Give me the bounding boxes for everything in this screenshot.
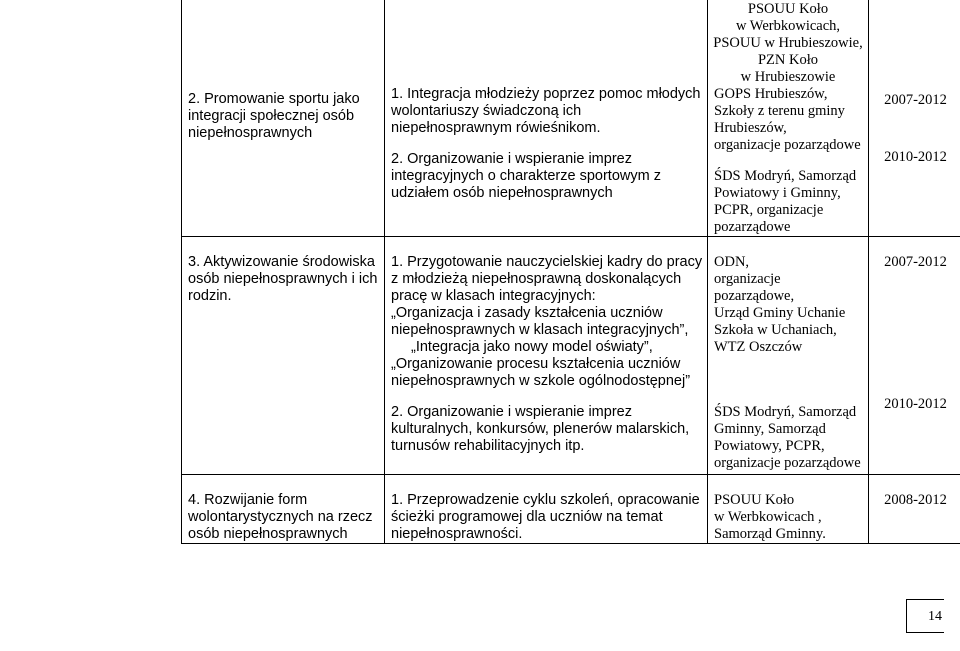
tasks-cell bbox=[385, 237, 708, 475]
years-cell bbox=[869, 237, 960, 475]
partner-line: Urząd Gminy Uchanie bbox=[714, 305, 846, 321]
table-row bbox=[182, 0, 960, 237]
partner-line: ŚDS Modryń, Samorząd bbox=[714, 404, 857, 420]
task-text: „Organizowanie procesu kształcenia uczniów niepełnosprawnych w szkole ogólnodostępnej” bbox=[391, 356, 691, 389]
year-range: 2010-2012 bbox=[884, 396, 947, 412]
task-text: 2. Organizowanie i wspieranie imprez kulturalnych, konkursów, plenerów malarskich, turnusów rehabilitacyjnych itp. bbox=[391, 404, 690, 454]
task-text: 1. Integracja młodzieży poprzez pomoc młodych wolontariuszy świadczoną ich niepełnosprawnym rówieśnikom. bbox=[391, 86, 701, 136]
year-range: 2008-2012 bbox=[884, 492, 947, 508]
partner-line: organizacje pozarządowe bbox=[714, 137, 861, 153]
goal-text: 3. Aktywizowanie środowiska osób niepełnosprawnych i ich rodzin. bbox=[188, 254, 378, 304]
task-text: 1. Przeprowadzenie cyklu szkoleń, opracowanie ścieżki programowej dla uczniów na temat niepełnosprawności. bbox=[391, 492, 700, 542]
partner-line: w Werbkowicach, bbox=[735, 18, 841, 34]
partner-line: PSOUU Koło bbox=[747, 1, 829, 17]
partner-line: ODN, bbox=[714, 254, 750, 270]
partner-line: ŚDS Modryń, Samorząd bbox=[714, 168, 857, 184]
goal-text: 2. Promowanie sportu jako integracji społecznej osób niepełnosprawnych bbox=[188, 91, 360, 141]
year-range: 2007-2012 bbox=[884, 92, 947, 108]
partner-line: WTZ Oszczów bbox=[714, 339, 803, 355]
tasks-cell bbox=[385, 475, 708, 544]
page-number: 14 bbox=[906, 599, 944, 633]
goal-cell bbox=[182, 237, 385, 475]
partner-line: Szkoła w Uchaniach, bbox=[714, 322, 837, 338]
task-text: „Integracja jako nowy model oświaty”, bbox=[411, 339, 653, 355]
partner-line: w Hrubieszowie bbox=[740, 69, 836, 85]
table-row bbox=[182, 237, 960, 475]
goal-text: 4. Rozwijanie form wolontarystycznych na rzecz osób niepełnosprawnych bbox=[188, 492, 373, 542]
partner-line: PSOUU Koło bbox=[714, 492, 795, 508]
partner-line: Hrubieszów, bbox=[714, 120, 787, 136]
table-row bbox=[182, 475, 960, 544]
goal-cell bbox=[182, 475, 385, 544]
years-cell bbox=[869, 0, 960, 237]
partner-line: PZN Koło bbox=[757, 52, 819, 68]
partner-line: Szkoły z terenu gminy bbox=[714, 103, 845, 119]
partners-cell bbox=[708, 237, 869, 475]
partner-line: organizacje pozarządowe bbox=[714, 455, 861, 471]
task-text: „Organizacja i zasady kształcenia uczniów niepełnosprawnych w klasach integracyjnych”, bbox=[391, 305, 689, 338]
partner-line: PCPR, organizacje bbox=[714, 202, 824, 218]
partner-line: w Werbkowicach , bbox=[714, 509, 822, 525]
partner-line: pozarządowe bbox=[714, 219, 791, 235]
year-range: 2010-2012 bbox=[884, 149, 947, 165]
partner-line: PSOUU w Hrubieszowie, bbox=[713, 35, 863, 51]
partner-line: organizacje pozarządowe, bbox=[714, 271, 795, 304]
year-range: 2007-2012 bbox=[884, 254, 947, 270]
task-text: 2. Organizowanie i wspieranie imprez integracyjnych o charakterze sportowym z udziałem osób niepełnosprawnych bbox=[391, 151, 661, 201]
partner-line: Samorząd Gminny. bbox=[714, 526, 826, 542]
goal-cell bbox=[182, 0, 385, 237]
program-table bbox=[181, 0, 960, 544]
years-cell bbox=[869, 475, 960, 544]
partner-line: Powiatowy, PCPR, bbox=[714, 438, 825, 454]
partner-line: Powiatowy i Gminny, bbox=[714, 185, 841, 201]
task-text: 1. Przygotowanie nauczycielskiej kadry do pracy z młodzieżą niepełnosprawną doskonalących pracę w klasach integracyjnych: bbox=[391, 254, 703, 304]
partner-line: Gminny, Samorząd bbox=[714, 421, 826, 437]
tasks-cell bbox=[385, 0, 708, 237]
partners-cell bbox=[708, 0, 869, 237]
partner-line: GOPS Hrubieszów, bbox=[714, 86, 828, 102]
partners-cell bbox=[708, 475, 869, 544]
